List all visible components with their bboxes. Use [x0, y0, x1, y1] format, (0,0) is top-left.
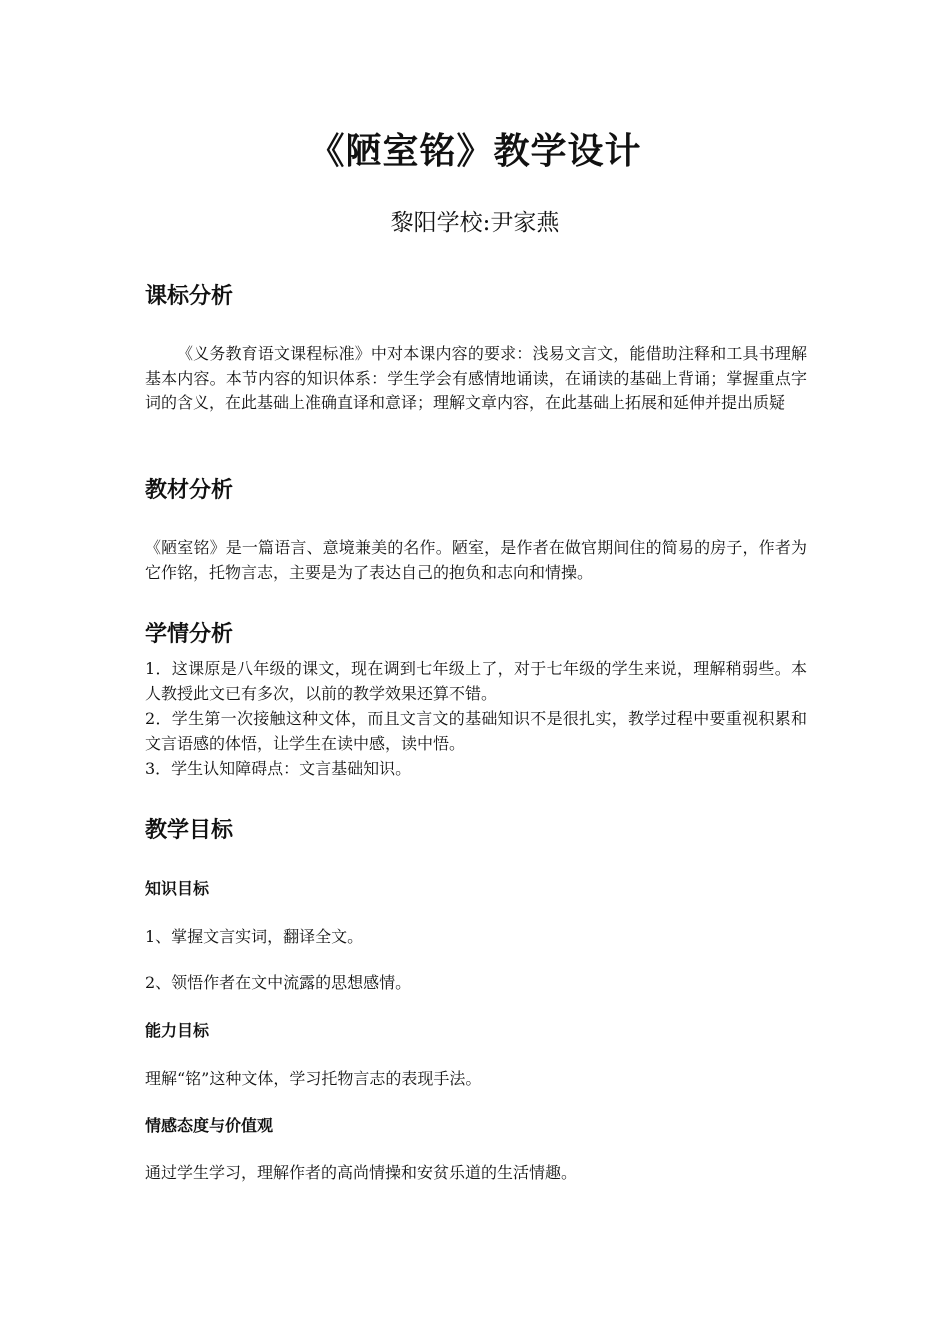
- heading-student-analysis: 学情分析: [145, 622, 234, 647]
- textbook-analysis-text: 《陋室铭》是一篇语言、意境兼美的名作。陋室，是作者在做官期间住的简易的房子，作者为它作铭，托物言志，主要是为了表达自己的抱负和志向和情操。: [145, 538, 807, 582]
- heading-knowledge-goals: 知识目标: [145, 879, 210, 898]
- heading-teaching-goals: 教学目标: [145, 818, 234, 843]
- heading-curriculum-analysis: 课标分析: [145, 284, 234, 309]
- ability-goal-text: 理解“铭”这种文体，学习托物言志的表现手法。: [145, 1069, 482, 1088]
- knowledge-goal-item: 2、领悟作者在文中流露的思想感情。: [145, 973, 412, 992]
- student-analysis-item: 2．学生第一次接触这种文体，而且文言文的基础知识不是很扎实，教学过程中要重视积累和文言语感的体悟，让学生在读中感，读中悟。: [145, 709, 807, 753]
- heading-attitude-values: 情感态度与价值观: [145, 1116, 274, 1135]
- student-analysis-item: 3．学生认知障碍点：文言基础知识。: [145, 759, 412, 778]
- curriculum-analysis-text: 《义务教育语文课程标准》中对本课内容的要求：浅易文言文，能借助注释和工具书理解基本内容。本节内容的知识体系：学生学会有感情地诵读，在诵读的基础上背诵；掌握重点字词的含义，在此基础上准确直译和意译；理解文章内容，在此基础上拓展和延伸并提出质疑: [145, 344, 807, 412]
- attitude-values-text: 通过学生学习，理解作者的高尚情操和安贫乐道的生活情趣。: [145, 1163, 578, 1182]
- student-analysis-item: 1．这课原是八年级的课文，现在调到七年级上了，对于七年级的学生来说，理解稍弱些。本人教授此文已有多次，以前的教学效果还算不错。: [145, 659, 807, 703]
- author-line: 黎阳学校:尹家燕: [390, 210, 560, 236]
- heading-ability-goals: 能力目标: [145, 1021, 210, 1040]
- heading-textbook-analysis: 教材分析: [145, 478, 234, 503]
- document-title: 《陋室铭》教学设计: [308, 131, 642, 172]
- knowledge-goal-item: 1、掌握文言实词，翻译全文。: [145, 927, 364, 946]
